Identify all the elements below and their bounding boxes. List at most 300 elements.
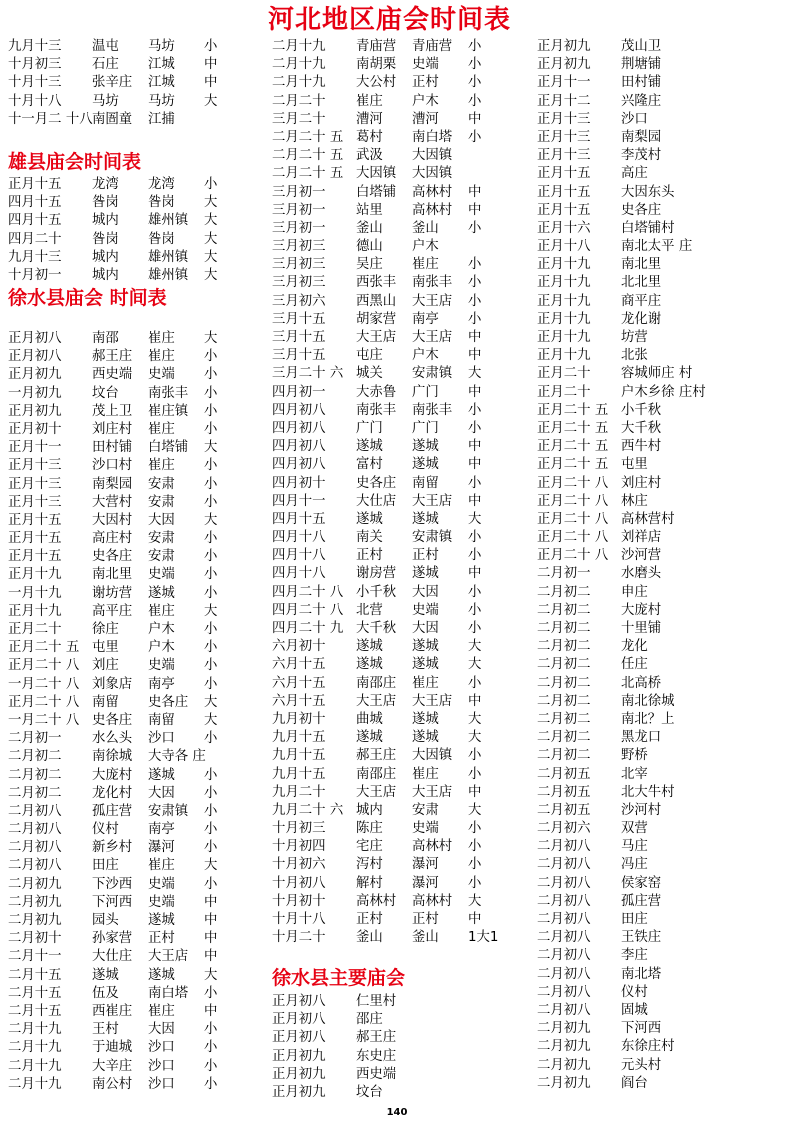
cell-size: 中 — [468, 348, 482, 364]
cell-date: 正月十五 — [537, 184, 591, 200]
cell-date: 十月初八 — [272, 875, 326, 891]
cell-size: 中 — [204, 894, 218, 910]
cell-place: 城内 — [92, 249, 119, 265]
cell-township: 瀑河 — [412, 857, 439, 873]
cell-township: 崔庄 — [148, 421, 175, 437]
cell-date: 九月十三 — [8, 39, 62, 54]
cell-township: 瀑河 — [412, 875, 439, 891]
cell-date: 二月十五 — [8, 1003, 62, 1019]
cell-township: 遂城 — [412, 730, 439, 746]
cell-township: 户木 — [412, 93, 439, 109]
cell-township: 沙口 — [148, 1040, 175, 1056]
cell-place: 沙口村 — [92, 458, 133, 474]
cell-township: 白塔铺 — [148, 440, 189, 456]
cell-date: 二月初九 — [537, 1057, 591, 1073]
cell-size: 大 — [204, 712, 218, 728]
page-number: 140 — [386, 1107, 408, 1118]
cell-date: 四月十八 — [272, 548, 326, 564]
cell-size: 大 — [468, 711, 482, 727]
cell-place: 南邵庄 — [356, 766, 397, 782]
cell-date: 正月十三 — [8, 476, 62, 492]
cell-size: 中 — [468, 439, 482, 455]
cell-date: 正月初九 — [272, 1084, 326, 1100]
cell-date: 正月十五 — [8, 512, 62, 528]
cell-township: 史端 — [148, 658, 175, 674]
cell-date: 正月初八 — [272, 1030, 326, 1046]
cell-size: 大 — [468, 802, 482, 818]
cell-place: 沙口 — [621, 111, 648, 127]
cell-date: 正月十九 — [537, 330, 591, 345]
cell-place: 于迪城 — [92, 1040, 133, 1056]
cell-place: 大赤鲁 — [356, 384, 397, 400]
cell-place: 王铁庄 — [621, 930, 662, 946]
cell-place: 马坊 — [92, 93, 119, 109]
cell-township: 釜山 — [412, 220, 439, 236]
cell-size: 小 — [468, 75, 482, 91]
cell-township: 大王店 — [412, 784, 453, 800]
cell-place: 李庄 — [621, 948, 648, 964]
cell-date: 二月二十 五 — [272, 148, 344, 164]
cell-township: 高林村 — [412, 184, 453, 200]
cell-township: 大王店 — [148, 949, 189, 965]
cell-size: 小 — [204, 403, 218, 419]
cell-place: 大营村 — [92, 494, 133, 510]
cell-date: 正月十九 — [537, 257, 591, 273]
cell-township: 遂城 — [148, 913, 175, 928]
cell-place: 东徐庄村 — [621, 1039, 675, 1055]
cell-township: 史端 — [148, 876, 175, 892]
cell-size: 小 — [204, 822, 218, 838]
xiong-county-title: 雄县庙会时间表 — [8, 151, 142, 173]
cell-date: 二月初八 — [537, 875, 591, 891]
cell-place: 大庞村 — [92, 767, 133, 783]
xushui-main-title: 徐水县主要庙会 — [272, 967, 406, 989]
cell-place: 谢坊营 — [92, 585, 133, 601]
cell-township: 南亭 — [148, 822, 175, 838]
cell-place: 冯庄 — [621, 857, 648, 873]
cell-date: 十月二十 — [272, 930, 326, 946]
cell-place: 小千秋 — [621, 402, 662, 418]
cell-size: 小 — [468, 475, 482, 491]
cell-size: 中 — [468, 457, 482, 473]
cell-place: 下沙西 — [92, 876, 133, 892]
cell-township: 南亭 — [148, 676, 175, 692]
cell-size: 中 — [468, 384, 482, 400]
cell-township: 安肃 — [148, 531, 175, 547]
cell-size: 大 — [204, 267, 218, 283]
cell-place: 水么头 — [92, 731, 133, 747]
cell-township: 崔庄 — [148, 349, 175, 365]
cell-date: 正月二十 五 — [537, 439, 609, 455]
cell-date: 四月初十 — [272, 475, 326, 491]
cell-date: 正月二十 — [8, 622, 62, 637]
cell-size: 小 — [204, 349, 218, 365]
cell-place: 固城 — [621, 1002, 648, 1018]
cell-township: 南张丰 — [412, 402, 453, 418]
cell-size: 中 — [204, 949, 218, 965]
cell-date: 正月初八 — [8, 331, 62, 346]
cell-place: 元头村 — [621, 1057, 662, 1073]
cell-place: 高林村 — [356, 893, 397, 909]
cell-date: 正月二十 — [537, 384, 591, 400]
cell-township: 崔庄 — [412, 766, 439, 782]
cell-date: 二月初八 — [537, 857, 591, 873]
cell-date: 十一月二 十八 — [8, 111, 93, 127]
cell-size: 小 — [204, 476, 218, 492]
cell-township: 高林村 — [412, 202, 453, 218]
cell-township: 史各庄 — [148, 694, 189, 710]
cell-size: 小 — [468, 402, 482, 418]
cell-date: 正月十三 — [8, 494, 62, 510]
cell-size: 小 — [468, 766, 482, 782]
cell-township: 史端 — [412, 57, 439, 73]
cell-date: 三月初三 — [272, 239, 326, 255]
cell-place: 德山 — [356, 239, 383, 255]
cell-place: 史各庄 — [92, 549, 133, 565]
cell-date: 四月二十 九 — [272, 621, 344, 636]
cell-size: 大 — [204, 231, 218, 247]
cell-date: 二月十五 — [8, 967, 62, 983]
cell-date: 二月初二 — [537, 657, 591, 673]
cell-place: 南北里 — [92, 567, 133, 583]
cell-place: 大辛庄 — [92, 1058, 133, 1074]
cell-place: 下河西 — [621, 1021, 662, 1037]
cell-township: 遂城 — [412, 639, 439, 655]
cell-township: 遂城 — [412, 711, 439, 727]
cell-township: 户木 — [412, 239, 439, 255]
cell-township: 崔庄镇 — [148, 403, 189, 419]
cell-size: 中 — [468, 566, 482, 582]
cell-township: 马坊 — [148, 39, 175, 54]
cell-size: 小 — [204, 367, 218, 383]
cell-place: 南圄童 — [92, 111, 133, 127]
cell-size: 小 — [468, 584, 482, 600]
cell-date: 二月初六 — [537, 821, 591, 837]
cell-size: 大 — [468, 639, 482, 655]
cell-size: 中 — [468, 912, 482, 927]
cell-place: 南梨园 — [621, 129, 662, 145]
cell-township: 大因镇 — [412, 166, 453, 182]
cell-size: 小 — [204, 803, 218, 819]
cell-date: 正月二十 八 — [537, 530, 609, 546]
cell-place: 漕河 — [356, 111, 383, 127]
cell-township: 正村 — [412, 548, 439, 564]
cell-place: 大庞村 — [621, 602, 662, 618]
cell-place: 南梨园 — [92, 476, 133, 492]
cell-size: 大 — [204, 331, 218, 346]
cell-date: 正月十六 — [537, 220, 591, 236]
cell-date: 正月二十 八 — [537, 475, 609, 491]
cell-size: 中 — [204, 57, 218, 73]
cell-date: 四月十一 — [272, 493, 326, 509]
cell-size: 小 — [204, 1076, 218, 1092]
cell-date: 正月十九 — [537, 311, 591, 327]
cell-date: 正月十一 — [8, 440, 62, 456]
cell-place: 遂城 — [356, 639, 383, 655]
cell-size: 小 — [204, 567, 218, 583]
cell-township: 安肃镇 — [412, 366, 453, 382]
cell-size: 中 — [204, 75, 218, 91]
cell-date: 四月初八 — [272, 402, 326, 418]
cell-place: 孙家营 — [92, 931, 133, 947]
cell-date: 正月十八 — [537, 239, 591, 255]
cell-date: 二月初八 — [537, 930, 591, 946]
cell-size: 小 — [468, 257, 482, 273]
cell-size: 小 — [204, 785, 218, 801]
cell-date: 正月十九 — [8, 603, 62, 619]
cell-date: 正月初十 — [8, 421, 62, 437]
cell-date: 正月十五 — [8, 177, 62, 192]
cell-date: 二月初八 — [537, 948, 591, 964]
cell-township: 昝岗 — [148, 195, 175, 211]
cell-date: 三月二十 六 — [272, 366, 344, 382]
cell-township: 遂城 — [148, 767, 175, 783]
cell-place: 仪村 — [92, 822, 119, 838]
cell-size: 中 — [468, 330, 482, 345]
cell-date: 二月初二 — [8, 749, 62, 765]
cell-size: 小 — [468, 875, 482, 891]
cell-place: 十里铺 — [621, 621, 662, 636]
cell-place: 正村 — [356, 912, 383, 927]
cell-place: 史各庄 — [621, 202, 662, 218]
cell-place: 张辛庄 — [92, 75, 133, 91]
cell-date: 二月初八 — [537, 984, 591, 1000]
cell-date: 二月十九 — [272, 57, 326, 73]
cell-size: 小 — [468, 548, 482, 564]
cell-place: 户木乡徐 庄村 — [621, 384, 706, 400]
cell-place: 史各庄 — [92, 712, 133, 728]
cell-date: 三月初六 — [272, 293, 326, 309]
cell-place: 西崔庄 — [92, 1003, 133, 1019]
cell-size: 大 — [204, 858, 218, 874]
cell-place: 龙化 — [621, 639, 648, 655]
cell-date: 二月初十 — [8, 931, 62, 947]
cell-date: 正月初九 — [537, 57, 591, 73]
cell-place: 高庄村 — [92, 531, 133, 547]
cell-township: 户木 — [148, 640, 175, 656]
cell-date: 二月初八 — [537, 893, 591, 909]
cell-township: 大因镇 — [412, 148, 453, 164]
cell-place: 东史庄 — [356, 1048, 397, 1064]
cell-place: 城内 — [92, 213, 119, 229]
cell-township: 南亭 — [412, 311, 439, 327]
cell-date: 二月十九 — [8, 1022, 62, 1038]
cell-size: 小 — [204, 985, 218, 1001]
cell-size: 大 — [468, 730, 482, 746]
cell-place: 王村 — [92, 1022, 119, 1038]
cell-date: 二月初五 — [537, 766, 591, 782]
cell-date: 四月二十 八 — [272, 602, 344, 618]
cell-date: 正月初八 — [8, 349, 62, 365]
cell-township: 崔庄 — [412, 675, 439, 691]
cell-place: 富村 — [356, 457, 383, 473]
cell-place: 釜山 — [356, 930, 383, 946]
cell-date: 正月二十 — [537, 366, 591, 382]
cell-date: 九月十五 — [272, 766, 326, 782]
cell-place: 坊营 — [621, 330, 648, 345]
cell-place: 史各庄 — [356, 475, 397, 491]
cell-date: 正月十九 — [8, 567, 62, 583]
cell-place: 沙河村 — [621, 802, 662, 818]
cell-date: 二月初八 — [537, 912, 591, 927]
cell-size: 小 — [468, 857, 482, 873]
cell-township: 崔庄 — [148, 458, 175, 474]
cell-date: 一月十九 — [8, 585, 62, 601]
cell-date: 二月初八 — [8, 858, 62, 874]
cell-size: 小 — [468, 129, 482, 145]
cell-place: 下河西 — [92, 894, 133, 910]
cell-date: 正月初九 — [537, 39, 591, 54]
cell-date: 二月初二 — [8, 785, 62, 801]
cell-size: 中 — [468, 693, 482, 709]
cell-township: 大因 — [412, 584, 439, 600]
cell-size: 小 — [204, 1040, 218, 1056]
cell-date: 正月初八 — [272, 994, 326, 1009]
cell-date: 十月初十 — [272, 893, 326, 909]
cell-size: 大 — [468, 511, 482, 527]
cell-township: 史端 — [148, 567, 175, 583]
cell-date: 三月十五 — [272, 330, 326, 345]
cell-township: 崔庄 — [148, 1003, 175, 1019]
cell-size: 小 — [204, 585, 218, 601]
cell-size: 中 — [468, 111, 482, 127]
cell-date: 正月二十 八 — [537, 493, 609, 509]
cell-place: 遂城 — [356, 730, 383, 746]
cell-place: 龙化谢 — [621, 311, 662, 327]
cell-township: 遂城 — [148, 967, 175, 983]
cell-township: 南白塔 — [148, 985, 189, 1001]
cell-place: 郝王庄 — [92, 349, 133, 365]
cell-date: 四月十五 — [272, 511, 326, 527]
cell-size: 小 — [204, 531, 218, 547]
cell-date: 九月二十 六 — [272, 802, 344, 818]
cell-size: 大 — [468, 366, 482, 382]
cell-date: 正月二十 五 — [537, 420, 609, 436]
cell-township: 釜山 — [412, 930, 439, 946]
cell-date: 正月二十 五 — [8, 640, 80, 656]
cell-date: 十月初六 — [272, 857, 326, 873]
cell-township: 漕河 — [412, 111, 439, 127]
cell-size: 大 — [468, 893, 482, 909]
cell-date: 二月初二 — [537, 711, 591, 727]
cell-place: 西黑山 — [356, 293, 397, 309]
cell-date: 二月初二 — [537, 675, 591, 691]
cell-size: 小 — [204, 385, 218, 401]
cell-township: 南白塔 — [412, 129, 453, 145]
cell-place: 釜山 — [356, 220, 383, 236]
cell-place: 野桥 — [621, 748, 648, 764]
cell-place: 茂山卫 — [621, 39, 662, 54]
cell-township: 遂城 — [412, 511, 439, 527]
cell-place: 南北塔 — [621, 966, 662, 982]
cell-township: 遂城 — [412, 439, 439, 455]
cell-place: 泻村 — [356, 857, 383, 873]
cell-place: 南北徐城 — [621, 693, 675, 709]
cell-township: 大因 — [148, 785, 175, 801]
cell-place: 大仕店 — [356, 493, 397, 509]
cell-date: 二月初九 — [8, 913, 62, 928]
cell-date: 九月十五 — [272, 748, 326, 764]
cell-date: 三月十五 — [272, 348, 326, 364]
cell-place: 大千秋 — [356, 621, 397, 636]
cell-size: 大 — [204, 694, 218, 710]
cell-place: 高平庄 — [92, 603, 133, 619]
cell-size: 小 — [204, 421, 218, 437]
cell-township: 昝岗 — [148, 231, 175, 247]
cell-township: 广门 — [412, 420, 439, 436]
cell-township: 崔庄 — [148, 603, 175, 619]
cell-place: 大王店 — [356, 330, 397, 345]
cell-township: 雄州镇 — [148, 249, 189, 265]
cell-place: 西张丰 — [356, 275, 397, 291]
cell-size: 小 — [204, 731, 218, 747]
cell-place: 侯家窑 — [621, 875, 662, 891]
cell-place: 城内 — [356, 802, 383, 818]
cell-place: 仪村 — [621, 984, 648, 1000]
cell-size: 中 — [468, 784, 482, 800]
cell-date: 十月初三 — [8, 57, 62, 73]
cell-date: 九月二十 — [272, 784, 326, 800]
cell-township: 南张丰 — [148, 385, 189, 401]
cell-township: 大因 — [412, 621, 439, 636]
cell-date: 正月二十 八 — [537, 548, 609, 564]
cell-date: 正月十三 — [8, 458, 62, 474]
cell-size: 小 — [204, 1022, 218, 1038]
cell-date: 正月十九 — [537, 348, 591, 364]
cell-place: 北大牛村 — [621, 784, 675, 800]
cell-place: 南徐城 — [92, 749, 133, 765]
cell-date: 四月初一 — [272, 384, 326, 400]
cell-township: 马坊 — [148, 93, 175, 109]
cell-township: 史端 — [148, 894, 175, 910]
cell-place: 昝岗 — [92, 231, 119, 247]
cell-date: 三月初三 — [272, 257, 326, 273]
cell-place: 刘庄 — [92, 658, 119, 674]
cell-size: 大 — [204, 440, 218, 456]
cell-size: 小 — [204, 39, 218, 54]
cell-place: 温屯 — [92, 39, 119, 54]
cell-date: 二月十九 — [8, 1040, 62, 1056]
cell-township: 安肃镇 — [148, 803, 189, 819]
cell-size: 小 — [204, 549, 218, 565]
cell-size: 小 — [204, 658, 218, 674]
cell-date: 一月初九 — [8, 385, 62, 401]
cell-township: 正村 — [412, 912, 439, 927]
cell-date: 二月十九 — [8, 1058, 62, 1074]
cell-date: 九月初十 — [272, 711, 326, 727]
cell-size: 小 — [204, 494, 218, 510]
cell-place: 兴隆庄 — [621, 93, 662, 109]
cell-date: 二月初二 — [537, 602, 591, 618]
cell-township: 大因 — [148, 512, 175, 528]
cell-place: 茂上卫 — [92, 403, 133, 419]
cell-size: 大 — [204, 967, 218, 983]
cell-date: 二月初九 — [537, 1021, 591, 1037]
cell-township: 大王店 — [412, 330, 453, 345]
cell-township: 史端 — [412, 821, 439, 837]
xushui-county-title: 徐水县庙会 时间表 — [8, 287, 167, 309]
cell-place: 阎台 — [621, 1075, 648, 1091]
cell-township: 高林村 — [412, 839, 453, 855]
cell-place: 商平庄 — [621, 293, 662, 309]
cell-size: 小 — [468, 220, 482, 236]
cell-place: 遂城 — [356, 439, 383, 455]
cell-place: 高庄 — [621, 166, 648, 182]
cell-township: 户木 — [148, 622, 175, 637]
cell-township: 沙口 — [148, 1058, 175, 1074]
cell-date: 一月二十 八 — [8, 676, 80, 692]
cell-date: 正月十九 — [537, 293, 591, 309]
